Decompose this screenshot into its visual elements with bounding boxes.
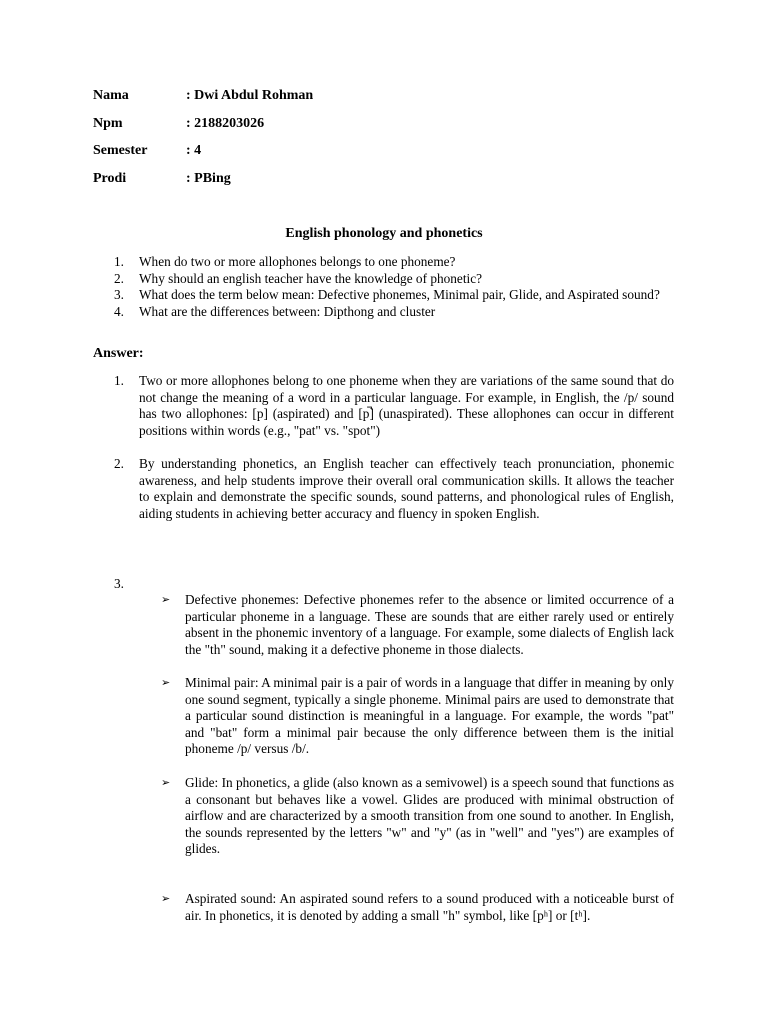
answer-number: 3. <box>114 576 124 591</box>
arrow-bullet-icon: ➢ <box>161 676 171 689</box>
info-label: Nama <box>93 88 129 103</box>
bullet-text: Minimal pair: A minimal pair is a pair of words in a language that differ in meaning by only one sound segment, typically a single phoneme. Minimal pairs are used to demonstrate that a particular sound distinction is meaningful in a language. For example, the words "pat" and "bat" form a minimal pair because the only difference between them is the initial phoneme /p/ versus /b/. <box>185 675 674 757</box>
bullet-item-minimal-pair <box>161 675 674 758</box>
question-number: 2. <box>114 270 124 286</box>
question-item <box>114 304 674 321</box>
question-number: 1. <box>114 254 124 269</box>
question-text: What does the term below mean: Defective phonemes, Minimal pair, Glide, and Aspirated sound? <box>139 287 660 303</box>
document-title: English phonology and phonetics <box>285 226 483 241</box>
info-label: Npm <box>93 115 123 131</box>
answer-item <box>114 456 674 522</box>
bullet-item-aspirated-sound <box>161 891 674 924</box>
info-value: : Dwi Abdul Rohman <box>186 88 314 103</box>
question-text: When do two or more allophones belongs to one phoneme? <box>139 254 456 269</box>
info-value: : 4 <box>186 143 202 159</box>
bullet-text: Glide: In phonetics, a glide (also known as a semivowel) is a speech sound that functions as a consonant but behaves like a vowel. Glides are produced with minimal obstruction of airflow and are characterized by a smooth transition from one sound to another. In English, the sounds represented by the letters "w" and "y" (as in "well" and "yes") are examples of glides. <box>185 775 674 857</box>
info-row-semester <box>93 143 313 171</box>
answer-heading: Answer: <box>93 346 144 361</box>
question-item <box>114 287 674 304</box>
info-row-prodi <box>93 171 313 199</box>
question-item <box>114 271 674 288</box>
question-text: Why should an english teacher have the knowledge of phonetic? <box>139 270 483 286</box>
question-number: 4. <box>114 303 124 319</box>
info-label: Semester <box>93 143 148 159</box>
bullet-row <box>161 592 674 658</box>
answer-row <box>114 456 674 522</box>
info-row-nama <box>93 88 313 116</box>
bullet-row <box>161 891 674 924</box>
answer-item <box>114 373 674 439</box>
info-row-npm <box>93 116 313 144</box>
arrow-bullet-icon: ➢ <box>161 892 171 905</box>
bullet-row <box>161 775 674 858</box>
bullet-item-glide <box>161 775 674 858</box>
student-info <box>93 88 313 198</box>
arrow-bullet-icon: ➢ <box>161 593 171 606</box>
info-value: : 2188203026 <box>186 115 265 131</box>
answer-text: Two or more allophones belong to one phoneme when they are variations of the same sound that do not change the meaning of a word in a particular language. For example, in English, the /p/ sound has two allophones: [p] (aspirated) and [p̚] (unaspirated). These allophones can occur in different positions within words (e.g., "pat" vs. "spot") <box>139 373 674 438</box>
bullet-row <box>161 675 674 758</box>
answer-number: 2. <box>114 456 124 471</box>
bullet-item-defective-phonemes <box>161 592 674 658</box>
answer-text: By understanding phonetics, an English teacher can effectively teach pronunciation, phonemic awareness, and help students improve their overall oral communication skills. It allows the teacher to explain and demonstrate the specific sounds, sound patterns, and phonological rules of English, aiding students in achieving better accuracy and fluency in spoken English. <box>139 456 674 521</box>
arrow-bullet-icon: ➢ <box>161 776 171 789</box>
bullet-text: Aspirated sound: An aspirated sound refers to a sound produced with a noticeable burst of air. In phonetics, it is denoted by adding a small "h" symbol, like [pʰ] or [tʰ]. <box>185 891 674 923</box>
question-item <box>114 254 674 271</box>
answer-row <box>114 373 674 439</box>
answer-number: 1. <box>114 373 124 388</box>
question-text: What are the differences between: Dipthong and cluster <box>139 303 436 319</box>
bullet-text: Defective phonemes: Defective phonemes refer to the absence or limited occurrence of a particular phoneme in a language. These are sounds that are either rarely used or entirely absent in the phonemic inventory of a language. For example, some dialects of English lack the "th" sound, making it a defective phoneme in those dialects. <box>185 592 674 657</box>
question-number: 3. <box>114 287 124 303</box>
info-value: : PBing <box>186 170 231 186</box>
info-label: Prodi <box>93 170 127 186</box>
question-list <box>114 254 674 320</box>
